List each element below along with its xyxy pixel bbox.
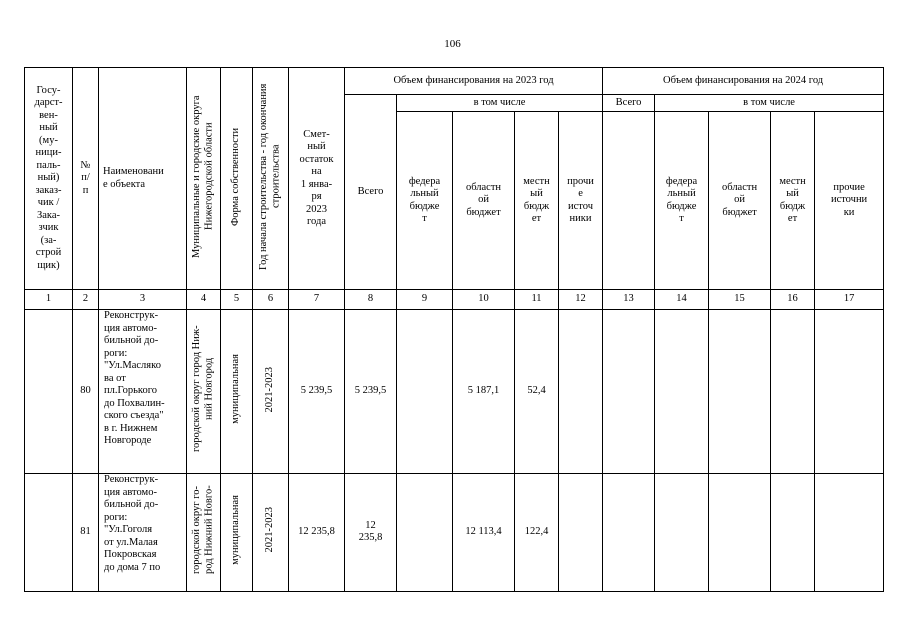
ownership-cell: муниципальная xyxy=(221,310,253,474)
regional-2023-header: областн ой бюджет xyxy=(453,112,515,290)
years-cell: 2021-2023 xyxy=(253,474,289,592)
balance-cell: 5 239,5 xyxy=(289,310,345,474)
table-row xyxy=(25,474,884,592)
total-2024-header: Всего xyxy=(603,95,655,112)
customer-cell xyxy=(25,310,73,474)
table-row xyxy=(25,310,884,474)
federal-2024-cell xyxy=(655,310,709,474)
total-2023-header: Всего xyxy=(345,95,397,290)
years-header: Год начала строительства - год окончания строительства xyxy=(253,68,289,290)
federal-2024-header: федера льный бюдже т xyxy=(655,112,709,290)
other-2024-header: прочие источни ки xyxy=(815,112,884,290)
municipality-header: Муниципальные и городские округа Нижегородской области xyxy=(187,68,221,290)
other-2023-cell xyxy=(559,474,603,592)
column-number: 17 xyxy=(815,290,884,310)
municipality-cell: городской округ город Ниж- ний Новгород xyxy=(187,310,221,474)
local-2023-cell: 52,4 xyxy=(515,310,559,474)
row-number: 81 xyxy=(73,474,99,592)
object-name-cell: Реконструк- ция автомо- бильной до- роги: "Ул.Гоголя от ул.Малая Покровская до дома 7 по xyxy=(99,474,187,592)
federal-2024-cell xyxy=(655,474,709,592)
column-number: 2 xyxy=(73,290,99,310)
years-cell: 2021-2023 xyxy=(253,310,289,474)
other-2023-header: прочи е источ ники xyxy=(559,112,603,290)
column-number-row xyxy=(25,290,884,310)
other-2023-cell xyxy=(559,310,603,474)
total-2024-cell xyxy=(603,310,655,474)
column-number: 13 xyxy=(603,290,655,310)
column-number: 11 xyxy=(515,290,559,310)
federal-2023-cell xyxy=(397,310,453,474)
local-2023-cell: 122,4 xyxy=(515,474,559,592)
local-2023-header: местн ый бюдж ет xyxy=(515,112,559,290)
number-header: № п/ п xyxy=(73,68,99,290)
column-number: 10 xyxy=(453,290,515,310)
including-2024-header: в том числе xyxy=(655,95,884,112)
column-number: 3 xyxy=(99,290,187,310)
ownership-header: Форма собственности xyxy=(221,68,253,290)
ownership-cell: муниципальная xyxy=(221,474,253,592)
federal-2023-header: федера льный бюдже т xyxy=(397,112,453,290)
page-number: 106 xyxy=(444,38,461,50)
column-number: 14 xyxy=(655,290,709,310)
total-2024-cell xyxy=(603,112,655,290)
customer-cell xyxy=(25,474,73,592)
column-number: 8 xyxy=(345,290,397,310)
balance-cell: 12 235,8 xyxy=(289,474,345,592)
federal-2023-cell xyxy=(397,474,453,592)
regional-2023-cell: 12 113,4 xyxy=(453,474,515,592)
fin-2023-header: Объем финансирования на 2023 год xyxy=(345,68,603,95)
balance-header: Смет- ный остаток на 1 янва- ря 2023 года xyxy=(289,68,345,290)
customer-header: Госу- дарст- вен- ный (му- ници- паль- ный) заказ- чик / Зака- зчик (за- строй щик) xyxy=(25,68,73,290)
column-number: 4 xyxy=(187,290,221,310)
other-2024-cell xyxy=(815,474,884,592)
regional-2023-cell: 5 187,1 xyxy=(453,310,515,474)
column-number: 5 xyxy=(221,290,253,310)
column-number: 9 xyxy=(397,290,453,310)
local-2024-cell xyxy=(771,474,815,592)
column-number: 12 xyxy=(559,290,603,310)
municipality-cell: городской округ го- род Нижний Новго- xyxy=(187,474,221,592)
object-name-header: Наименовани е объекта xyxy=(99,68,187,290)
regional-2024-cell xyxy=(709,310,771,474)
row-number: 80 xyxy=(73,310,99,474)
other-2024-cell xyxy=(815,310,884,474)
column-number: 15 xyxy=(709,290,771,310)
regional-2024-cell xyxy=(709,474,771,592)
total-2023-cell: 12 235,8 xyxy=(345,474,397,592)
including-2023-header: в том числе xyxy=(397,95,603,112)
column-number: 6 xyxy=(253,290,289,310)
fin-2024-header: Объем финансирования на 2024 год xyxy=(603,68,884,95)
column-number: 7 xyxy=(289,290,345,310)
total-2024-cell xyxy=(603,474,655,592)
local-2024-cell xyxy=(771,310,815,474)
financing-table xyxy=(24,67,884,592)
total-2023-cell: 5 239,5 xyxy=(345,310,397,474)
object-name-cell: Реконструк- ция автомо- бильной до- роги: "Ул.Масляко ва от пл.Горького до Похвалин- ского съезда" в г. Нижнем Новгороде xyxy=(99,310,187,474)
regional-2024-header: областн ой бюджет xyxy=(709,112,771,290)
column-number: 1 xyxy=(25,290,73,310)
local-2024-header: местн ый бюдж ет xyxy=(771,112,815,290)
column-number: 16 xyxy=(771,290,815,310)
